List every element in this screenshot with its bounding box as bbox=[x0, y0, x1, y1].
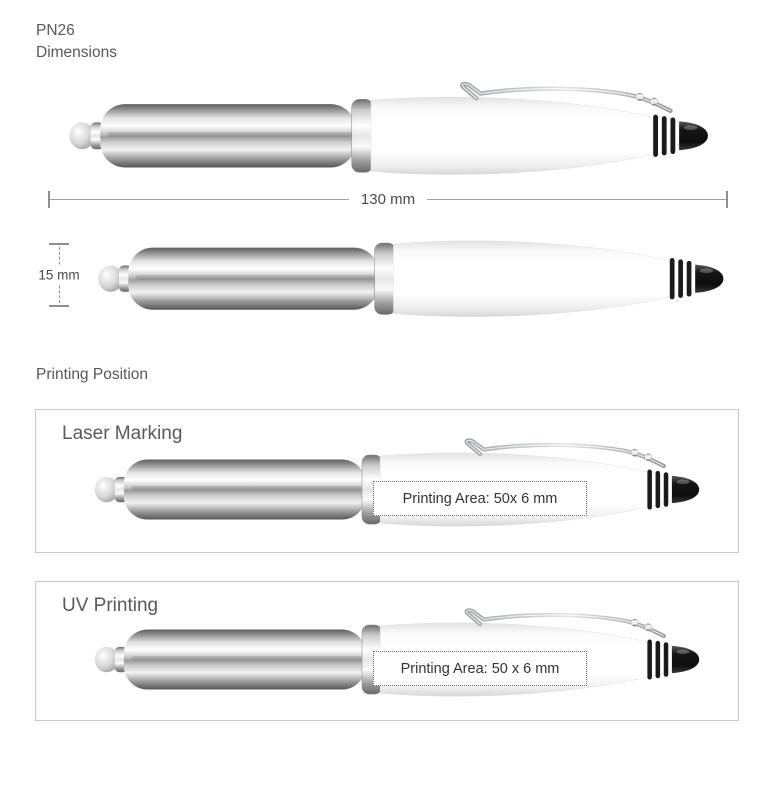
length-dimension bbox=[48, 190, 728, 208]
height-value: 15 mm bbox=[36, 265, 81, 286]
printing-area-label: Printing Area: 50 x 6 mm bbox=[400, 660, 560, 677]
pen-image-top-icon bbox=[46, 83, 742, 179]
title-block bbox=[36, 20, 117, 64]
dimension-tick-right bbox=[726, 191, 728, 208]
dimension-tick-bottom bbox=[49, 305, 69, 307]
printing-position-title: Printing Position bbox=[36, 366, 149, 383]
product-code: PN26 bbox=[36, 22, 75, 39]
length-value: 130 mm bbox=[360, 190, 416, 208]
uv-printing-label: UV Printing bbox=[62, 595, 159, 616]
printing-area-label: Printing Area: 50x 6 mm bbox=[402, 490, 558, 507]
dimension-tick-top bbox=[49, 243, 69, 245]
laser-marking-section bbox=[35, 409, 739, 553]
dimension-line bbox=[50, 199, 349, 200]
laser-marking-label: Laser Marking bbox=[62, 423, 183, 444]
printing-area-box bbox=[373, 481, 587, 516]
pen-image-side-icon bbox=[80, 227, 752, 321]
printing-area-box bbox=[373, 651, 587, 686]
uv-printing-section bbox=[35, 581, 739, 721]
dimensions-heading: Dimensions bbox=[36, 44, 117, 61]
height-dimension bbox=[34, 243, 84, 307]
dimension-line bbox=[427, 199, 726, 200]
